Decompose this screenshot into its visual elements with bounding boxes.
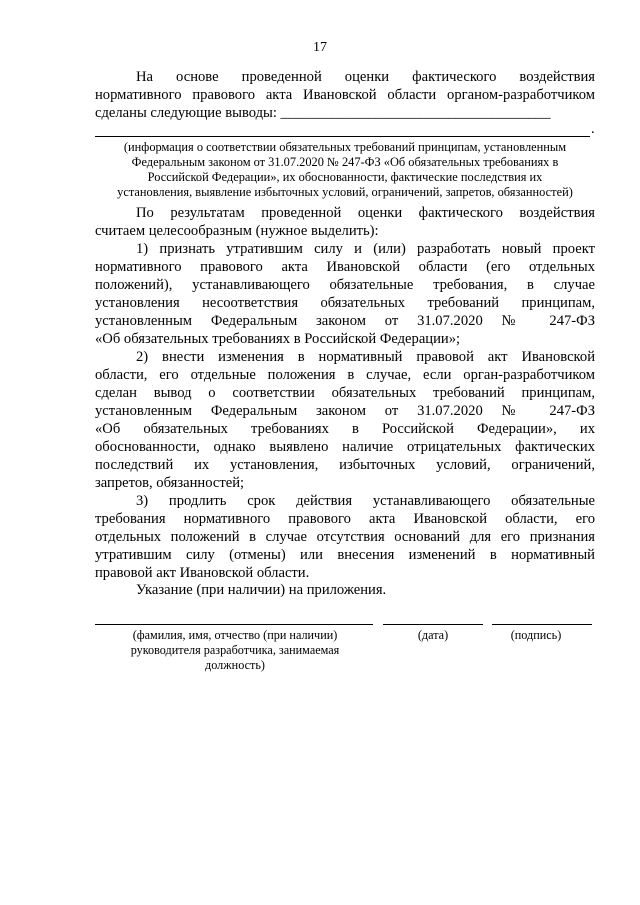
note-line-1: (информация о соответствии обязательных требований принципам, установленным	[123, 140, 567, 154]
item1-line-2: нормативного правового акта Ивановской области (его отдельных	[95, 259, 595, 275]
item3-line-2: требования нормативного правового акта Ивановской области, его	[95, 511, 595, 527]
sign-signature-line	[492, 624, 592, 625]
item1-line-5: установленным Федеральным законом от 31.07.2020 № 247-ФЗ	[95, 313, 595, 329]
item1-line-6: «Об обязательных требованиях в Российской Федерации»;	[95, 331, 461, 347]
name-caption-line-1: (фамилия, имя, отчество (при наличии)	[132, 628, 338, 642]
page-number: 17	[313, 40, 327, 55]
date-signature-line	[383, 624, 483, 625]
item2-line-2: области, его отдельные положения в случае, если орган-разработчиком	[95, 367, 595, 383]
note-line-4: установления, выявление избыточных условий, ограничений, запретов, обязанностей)	[117, 185, 573, 199]
item3-line-4: утратившим силу (отмены) или внесения изменений в нормативный	[95, 547, 595, 563]
conclusion-blank-line	[95, 136, 590, 137]
item3-line-1: 3) продлить срок действия устанавливающего обязательные	[136, 493, 595, 509]
name-signature-line	[95, 624, 373, 625]
note-line-3: Российской Федерации», их обоснованности, фактические последствия их	[147, 170, 543, 184]
conclusion-line-1: По результатам проведенной оценки фактического воздействия	[136, 205, 595, 221]
name-caption-line-2: руководителя разработчика, занимаемая	[130, 643, 340, 657]
item3-line-3: отдельных положений в случае отсутствия оснований для его признания	[95, 529, 595, 545]
item2-line-7: последствий их установления, избыточных условий, ограничений,	[95, 457, 595, 473]
item1-line-3: положений), устанавливающего обязательные требования, в случае	[95, 277, 595, 293]
intro-line-2: нормативного правового акта Ивановской области органом-разработчиком	[95, 87, 595, 103]
appendix-text: Указание (при наличии) на приложения.	[136, 582, 387, 598]
date-caption: (дата)	[417, 628, 449, 642]
intro-end-dot: .	[591, 121, 595, 137]
name-caption-line-3: должность)	[205, 658, 265, 672]
item2-line-6: обоснованности, однако выявлено наличие отрицательных фактических	[95, 439, 595, 455]
sign-caption: (подпись)	[510, 628, 562, 642]
item2-line-8: запретов, обязанностей;	[95, 475, 245, 491]
item3-line-5: правовой акт Ивановской области.	[95, 565, 310, 581]
conclusion-line-2: считаем целесообразным (нужное выделить):	[95, 223, 379, 239]
item1-line-4: установления несоответствия обязательных требований принципам,	[95, 295, 595, 311]
item2-line-5: «Об обязательных требованиях в Российской Федерации», их	[95, 421, 595, 437]
item2-line-1: 2) внести изменения в нормативный правовой акт Ивановской	[136, 349, 595, 365]
item2-line-4: установленным Федеральным законом от 31.07.2020 № 247-ФЗ	[95, 403, 595, 419]
intro-line-3: сделаны следующие выводы: _____________________________________	[95, 105, 551, 121]
note-line-2: Федеральным законом от 31.07.2020 № 247-ФЗ «Об обязательных требованиях в	[131, 155, 559, 169]
item2-line-3: сделан вывод о соответствии обязательных требований принципам,	[95, 385, 595, 401]
intro-line-1: На основе проведенной оценки фактического воздействия	[136, 69, 595, 85]
item1-line-1: 1) признать утратившим силу и (или) разработать новый проект	[136, 241, 595, 257]
